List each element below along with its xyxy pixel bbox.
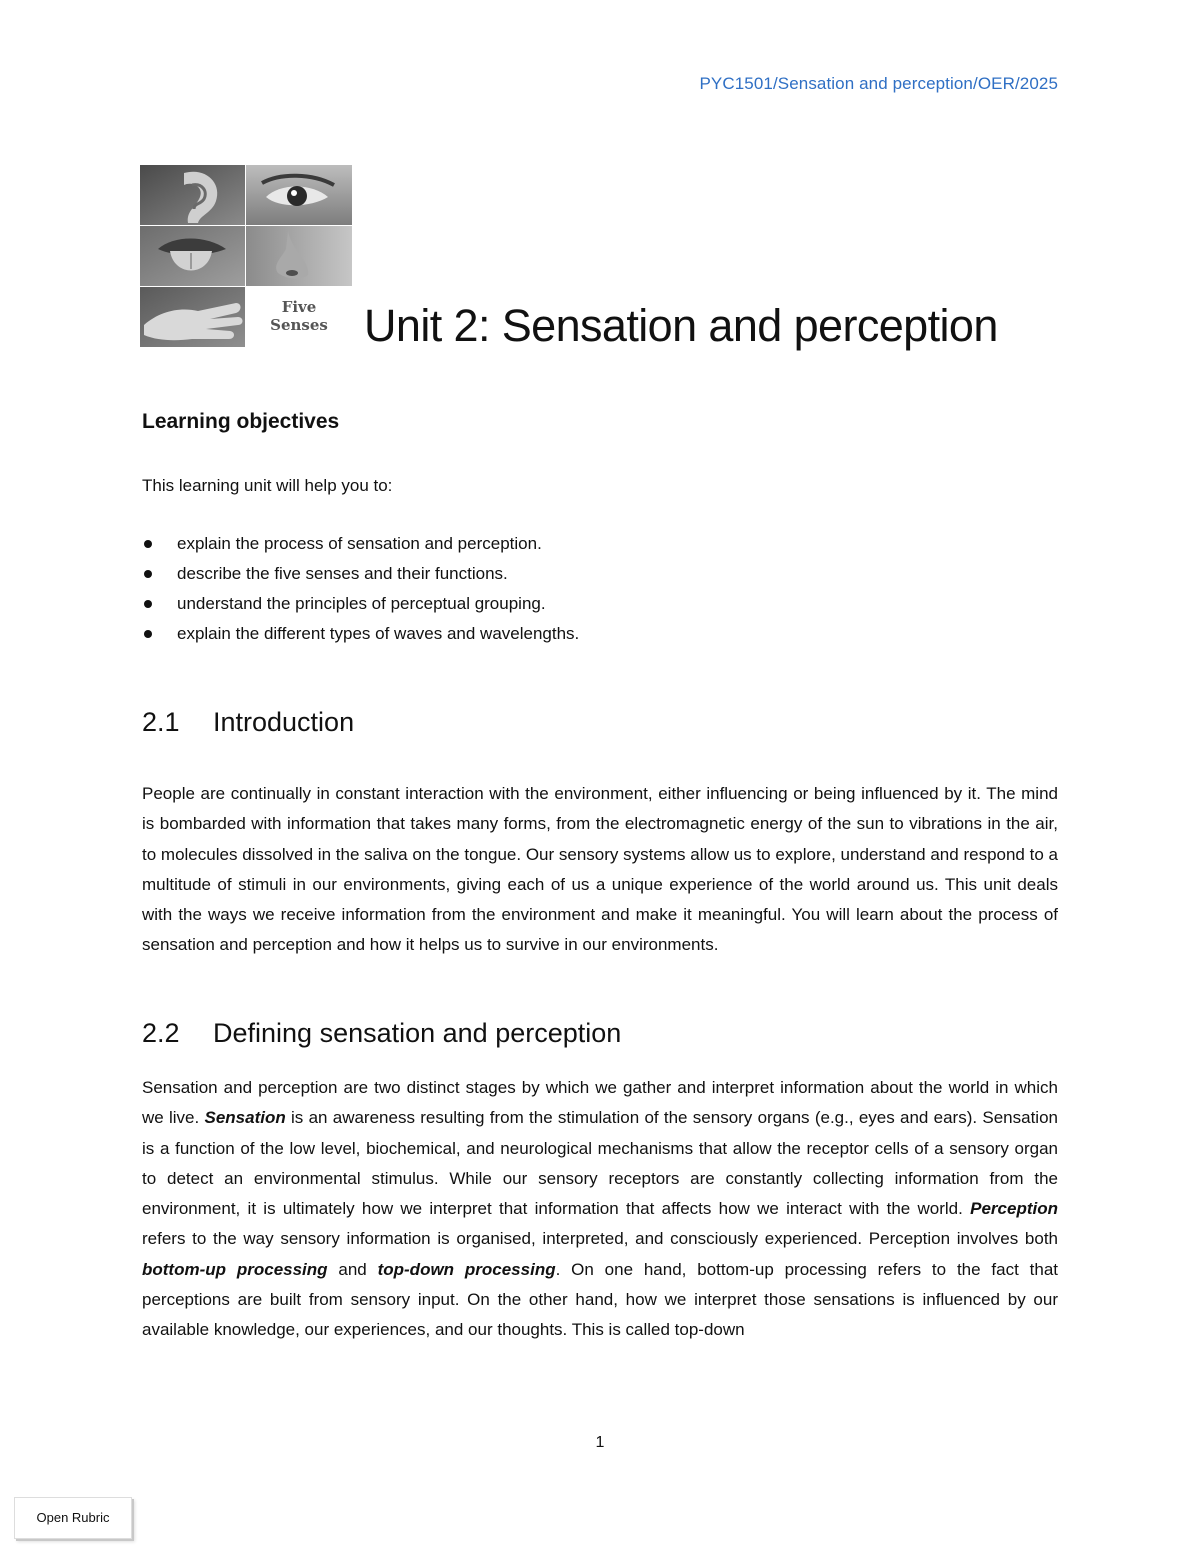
section-heading-defining [142, 1018, 621, 1049]
learning-objectives-heading: Learning objectives [142, 410, 340, 433]
learning-objectives-intro: This learning unit will help you to: [142, 476, 393, 495]
section-number: 2.2 [142, 1018, 180, 1048]
term-top-down: top-down processing [377, 1259, 556, 1279]
term-bottom-up: bottom-up processing [142, 1259, 328, 1279]
list-item-text: explain the different types of waves and wavelengths. [177, 624, 580, 643]
figure-caption-senses: Senses [270, 316, 328, 334]
unit-title: Unit 2: Sensation and perception [364, 300, 998, 351]
figure-caption-five: Five [281, 298, 317, 316]
section-heading-introduction [142, 707, 354, 738]
list-item-text: describe the five senses and their functions. [177, 564, 508, 583]
page-number: 1 [595, 1434, 605, 1451]
bullet-icon [144, 570, 152, 578]
paragraph-text: is an awareness resulting from the stimulation of the sensory organs (e.g., eyes and ears). Sensation is a function of the low level, biochemical, and neurological mechanisms that allow the receptor cells of a sensory organ to detect an environmental stimulus. While our sensory receptors are constantly collecting information from the environment, it is ultimately how we interpret that information that affects how we interact with the world. [142, 1108, 1058, 1219]
term-perception: Perception [970, 1199, 1058, 1219]
paragraph-text: and [327, 1259, 378, 1279]
bullet-icon [144, 600, 152, 608]
bullet-icon [144, 630, 152, 638]
defining-paragraph [142, 1073, 1058, 1346]
five-senses-image [140, 165, 352, 347]
list-item [142, 622, 579, 652]
list-item-text: understand the principles of perceptual grouping. [177, 594, 546, 613]
list-item [142, 592, 579, 622]
paragraph-text: Sensation and perception are two distinct stages by which we gather and interpret information about the world in which we live. [142, 1078, 1058, 1128]
bullet-icon [144, 540, 152, 548]
learning-objectives-list [142, 532, 579, 652]
term-sensation: Sensation [204, 1108, 286, 1128]
list-item-text: explain the process of sensation and perception. [177, 534, 542, 553]
paragraph-text: . On one hand, bottom-up processing refers to the fact that perceptions are built from sensory input. On the other hand, how we interpret those sensations is influenced by our available knowledge, our experiences, and our thoughts. This is called top-down [142, 1259, 1058, 1340]
section-title: Defining sensation and perception [213, 1018, 622, 1048]
list-item [142, 532, 579, 562]
list-item [142, 562, 579, 592]
section-title: Introduction [213, 707, 355, 737]
open-rubric-button[interactable]: Open Rubric [14, 1497, 132, 1539]
section-number: 2.1 [142, 707, 180, 737]
paragraph-text: refers to the way sensory information is organised, interpreted, and consciously experienced. Perception involves both [142, 1229, 1058, 1249]
running-header: PYC1501/Sensation and perception/OER/2025 [699, 74, 1058, 93]
introduction-paragraph: People are continually in constant interaction with the environment, either influencing or being influenced by it. The mind is bombarded with information that takes many forms, from the electromagnetic energy of the sun to vibrations in the air, to molecules dissolved in the saliva on the tongue. Our sensory systems allow us to explore, understand and respond to a multitude of stimuli in our environments, giving each of us a unique experience of the world around us. This unit deals with the ways we receive information from the environment and make it meaningful. You will learn about the process of sensation and perception and how it helps us to survive in our environments. [142, 784, 1058, 955]
